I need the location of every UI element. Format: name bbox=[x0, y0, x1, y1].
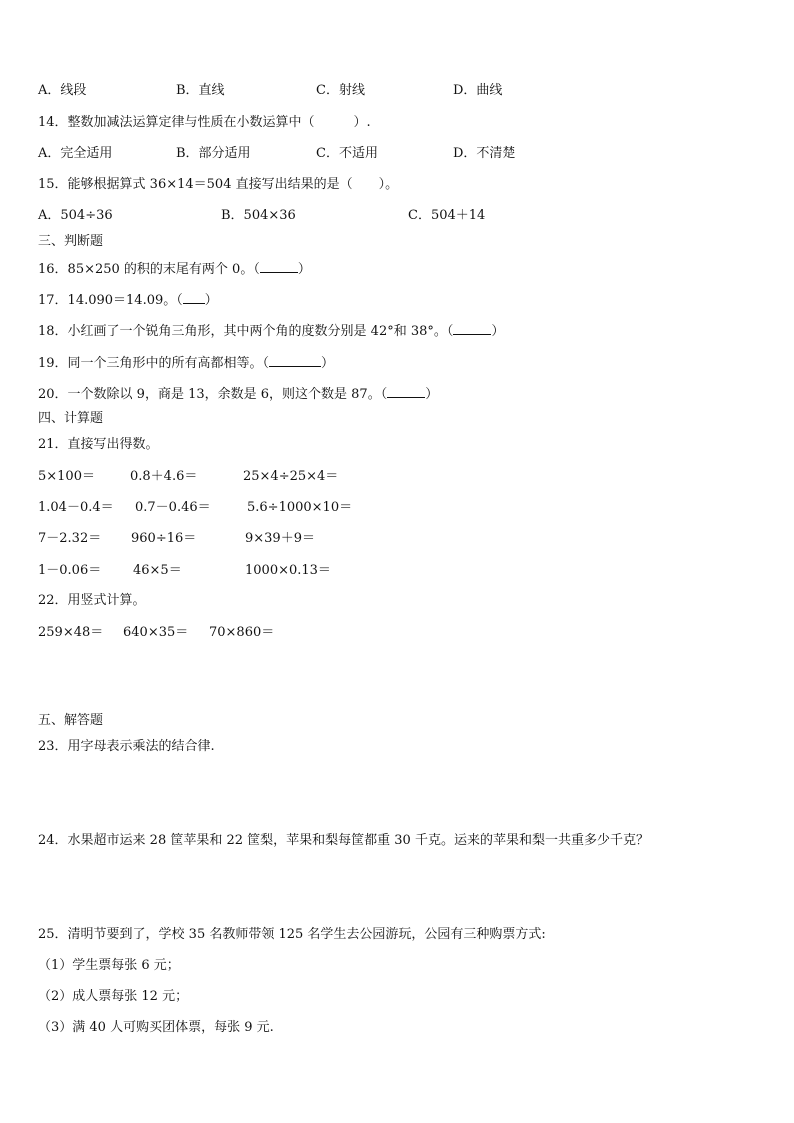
q19-close: ） bbox=[321, 356, 335, 371]
q25-item: （1）学生票每张 6 元； bbox=[38, 958, 180, 973]
q21-item: 0.8＋4.6＝ bbox=[130, 469, 198, 484]
q21-item: 0.7－0.46＝ bbox=[135, 500, 211, 515]
q18-close: ） bbox=[491, 324, 505, 339]
q25-item: （2）成人票每张 12 元； bbox=[38, 989, 189, 1004]
q23-question: 23．用字母表示乘法的结合律. bbox=[38, 739, 215, 754]
q14-option-a: A．完全适用 bbox=[38, 146, 113, 161]
section-title-judgement: 三、判断题 bbox=[38, 234, 104, 249]
section-title-calculation: 四、计算题 bbox=[38, 411, 104, 426]
q22-question: 22．用竖式计算。 bbox=[38, 593, 146, 608]
q25-question: 25．清明节要到了，学校 35 名教师带领 125 名学生去公园游玩，公园有三种购票方式: bbox=[38, 927, 546, 942]
q18-text: 18．小红画了一个锐角三角形，其中两个角的度数分别是 42°和 38°。（ bbox=[38, 324, 454, 339]
q13-option-c: C．射线 bbox=[316, 83, 365, 98]
q15-option-b: B．504×36 bbox=[221, 208, 296, 223]
q16-question bbox=[38, 260, 311, 278]
section-title-word-problems: 五、解答题 bbox=[38, 713, 104, 728]
q21-item: 46×5＝ bbox=[133, 563, 182, 578]
q21-item: 5×100＝ bbox=[38, 469, 95, 484]
q16-text: 16．85×250 的积的末尾有两个 0。（ bbox=[38, 262, 260, 277]
q16-close: ） bbox=[297, 262, 311, 277]
q22-item: 70×860＝ bbox=[209, 625, 275, 640]
q13-option-d: D．曲线 bbox=[453, 83, 503, 98]
q21-item: 7－2.32＝ bbox=[38, 531, 102, 546]
q22-item: 259×48＝ bbox=[38, 625, 104, 640]
q14-option-d: D．不清楚 bbox=[453, 146, 516, 161]
q20-answer-blank[interactable] bbox=[387, 385, 425, 398]
q15-option-a: A．504÷36 bbox=[38, 208, 113, 223]
q18-question bbox=[38, 322, 504, 340]
q22-item: 640×35＝ bbox=[123, 625, 189, 640]
q17-text: 17．14.090＝14.09。（ bbox=[38, 293, 183, 308]
q21-item: 1000×0.13＝ bbox=[245, 563, 331, 578]
q19-question bbox=[38, 354, 334, 372]
q14-option-c: C．不适用 bbox=[316, 146, 378, 161]
q21-item: 960÷16＝ bbox=[131, 531, 197, 546]
q15-question: 15．能够根据算式 36×14＝504 直接写出结果的是（ ）。 bbox=[38, 177, 399, 192]
q15-option-c: C．504＋14 bbox=[408, 208, 486, 223]
q21-item: 1－0.06＝ bbox=[38, 563, 102, 578]
q20-question bbox=[38, 385, 438, 403]
q17-answer-blank[interactable] bbox=[183, 291, 205, 304]
q21-item: 5.6÷1000×10＝ bbox=[247, 500, 353, 515]
q13-option-a: A．线段 bbox=[38, 83, 87, 98]
q19-answer-blank[interactable] bbox=[269, 354, 321, 367]
q14-question: 14．整数加减法运算定律与性质在小数运算中（ ）. bbox=[38, 115, 371, 130]
q21-question: 21．直接写出得数。 bbox=[38, 437, 159, 452]
q21-item: 9×39＋9＝ bbox=[245, 531, 315, 546]
q17-question bbox=[38, 291, 218, 309]
q21-item: 25×4÷25×4＝ bbox=[243, 469, 339, 484]
q20-close: ） bbox=[425, 387, 439, 402]
q25-item: （3）满 40 人可购买团体票，每张 9 元. bbox=[38, 1020, 274, 1035]
q20-text: 20．一个数除以 9，商是 13，余数是 6，则这个数是 87。（ bbox=[38, 387, 388, 402]
q14-option-b: B．部分适用 bbox=[176, 146, 251, 161]
q19-text: 19．同一个三角形中的所有高都相等。（ bbox=[38, 356, 270, 371]
q21-item: 1.04－0.4＝ bbox=[38, 500, 114, 515]
q24-question: 24．水果超市运来 28 筐苹果和 22 筐梨，苹果和梨每筐都重 30 千克。运来的苹果和梨一共重多少千克？ bbox=[38, 833, 649, 848]
q17-close: ） bbox=[204, 293, 218, 308]
q18-answer-blank[interactable] bbox=[453, 322, 491, 335]
q16-answer-blank[interactable] bbox=[260, 260, 298, 273]
q13-option-b: B．直线 bbox=[176, 83, 225, 98]
